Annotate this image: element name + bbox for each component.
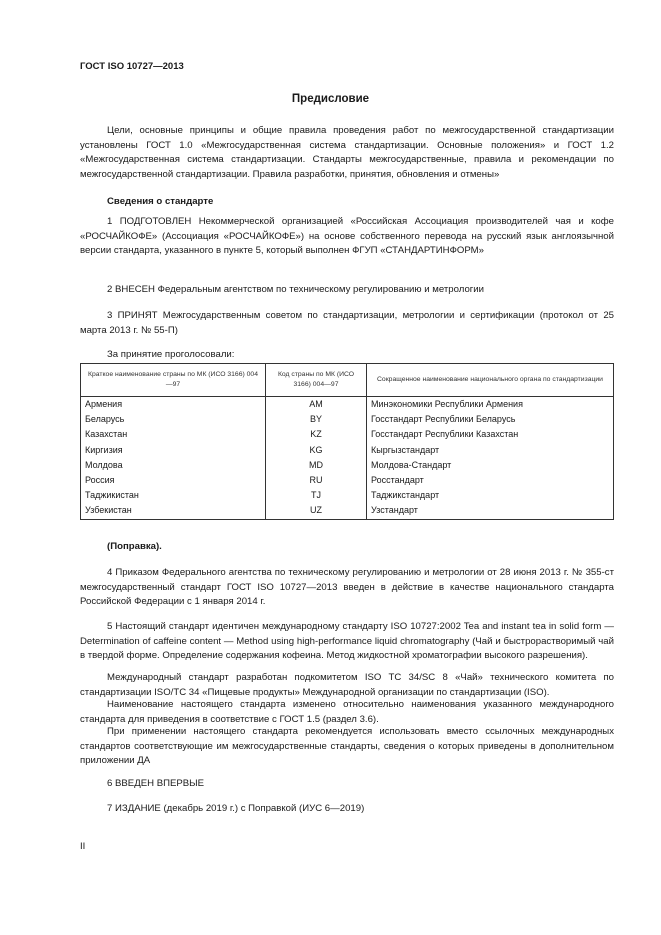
item-3: 3 ПРИНЯТ Межгосударственным советом по стандартизации, метрологии и сертификации (протокол от 25 марта 2013 г. № 55-П) — [80, 310, 614, 336]
item-4: 4 Приказом Федерального агентства по техническому регулированию и метрологии от 28 июня 2013 г. № 355-ст межгосударственный стандарт ГОСТ ISO 10727—2013 введен в действие в качестве национального стандарта Российской Федерации с 1 января 2014 г. — [80, 567, 614, 608]
item-5-paragraph-2: Международный стандарт разработан подкомитетом ISO TC 34/SC 8 «Чай» технического комитета по стандартизации ISO/TC 34 «Пищевые продукты» Международной организации по стандартизации (ISO). — [80, 672, 614, 698]
section-title: Сведения о стандарте — [107, 196, 214, 207]
voting-table — [80, 363, 614, 520]
item-1: 1 ПОДГОТОВЛЕН Некоммерческой организацией «Российская Ассоциация производителей чая и кофе «РОСЧАЙКОФЕ» (Ассоциация «РОСЧАЙКОФЕ») на основе собственного перевода на русский язык англоязычной версии стандарта, указанного в пункте 5, который выполнен ФГУП «СТАНДАРТИНФОРМ» — [80, 216, 614, 257]
table-cell-body: Кыргызстандарт — [367, 443, 614, 458]
item-5-paragraph-1: 5 Настоящий стандарт идентичен международному стандарту ISO 10727:2002 Tea and instant tea in solid form — Determination of caffeine content — Method using high-performance liquid chromatography (Чай и быстрорастворимый чай в твердой форме. Определение содержания кофеина. Метод жидкостной хроматографии высокого разрешения). — [80, 621, 614, 662]
table-cell-body: Молдова-Стандарт — [367, 458, 614, 473]
table-cell-country: Молдова — [81, 458, 266, 473]
table-row — [81, 427, 614, 442]
table-row — [81, 458, 614, 473]
item-7: 7 ИЗДАНИЕ (декабрь 2019 г.) с Поправкой (ИУС 6—2019) — [107, 803, 365, 814]
item-5-paragraph-3: Наименование настоящего стандарта изменено относительно наименования указанного международного стандарта для приведения в соответствие с ГОСТ 1.5 (раздел 3.6). — [80, 699, 614, 725]
table-row — [81, 412, 614, 427]
table-cell-body: Таджикстандарт — [367, 488, 614, 503]
item-2: 2 ВНЕСЕН Федеральным агентством по техническому регулированию и метрологии — [107, 284, 485, 295]
table-header-body: Сокращенное наименование национального органа по стандартизации — [367, 364, 614, 397]
table-cell-body: Росстандарт — [367, 473, 614, 488]
table-cell-code: MD — [266, 458, 367, 473]
table-cell-code: BY — [266, 412, 367, 427]
table-row — [81, 473, 614, 488]
table-row — [81, 443, 614, 458]
table-cell-code: AM — [266, 397, 367, 413]
intro-paragraph: Цели, основные принципы и общие правила проведения работ по межгосударственной стандартизации установлены ГОСТ 1.0 «Межгосударственная система стандартизации. Основные положения» и ГОСТ 1.2 «Межгосударственная система стандартизации. Стандарты межгосударственные, правила и рекомендации по межгосударственной стандартизации. Правила разработки, принятия, обновления и отмены» — [80, 125, 614, 181]
table-cell-country: Узбекистан — [81, 503, 266, 519]
table-cell-body: Госстандарт Республики Беларусь — [367, 412, 614, 427]
vote-label: За принятие проголосовали: — [107, 349, 235, 360]
table-cell-body: Госстандарт Республики Казахстан — [367, 427, 614, 442]
item-6: 6 ВВЕДЕН ВПЕРВЫЕ — [107, 778, 205, 789]
table-cell-code: KG — [266, 443, 367, 458]
amendment-note: (Поправка). — [107, 541, 162, 552]
table-cell-code: UZ — [266, 503, 367, 519]
table-cell-country: Армения — [81, 397, 266, 413]
table-row — [81, 397, 614, 413]
document-header: ГОСТ ISO 10727—2013 — [80, 61, 184, 72]
table-cell-country: Таджикистан — [81, 488, 266, 503]
page-title: Предисловие — [291, 93, 370, 105]
table-cell-country: Россия — [81, 473, 266, 488]
table-cell-code: RU — [266, 473, 367, 488]
table-cell-country: Киргизия — [81, 443, 266, 458]
table-header-row — [81, 364, 614, 397]
table-cell-code: TJ — [266, 488, 367, 503]
table-header-code: Код страны по МК (ИСО 3166) 004—97 — [266, 364, 367, 397]
table-row — [81, 503, 614, 519]
table-cell-code: KZ — [266, 427, 367, 442]
item-5-paragraph-4: При применении настоящего стандарта рекомендуется использовать вместо ссылочных международных стандартов соответствующие им межгосударственные стандарты, сведения о которых приведены в дополнительном приложении ДА — [80, 726, 614, 767]
table-cell-country: Казахстан — [81, 427, 266, 442]
table-row — [81, 488, 614, 503]
table-cell-body: Минэкономики Республики Армения — [367, 397, 614, 413]
table-cell-body: Узстандарт — [367, 503, 614, 519]
table-cell-country: Беларусь — [81, 412, 266, 427]
table-header-country: Краткое наименование страны по МК (ИСО 3166) 004—97 — [81, 364, 266, 397]
page-number: II — [80, 841, 86, 852]
